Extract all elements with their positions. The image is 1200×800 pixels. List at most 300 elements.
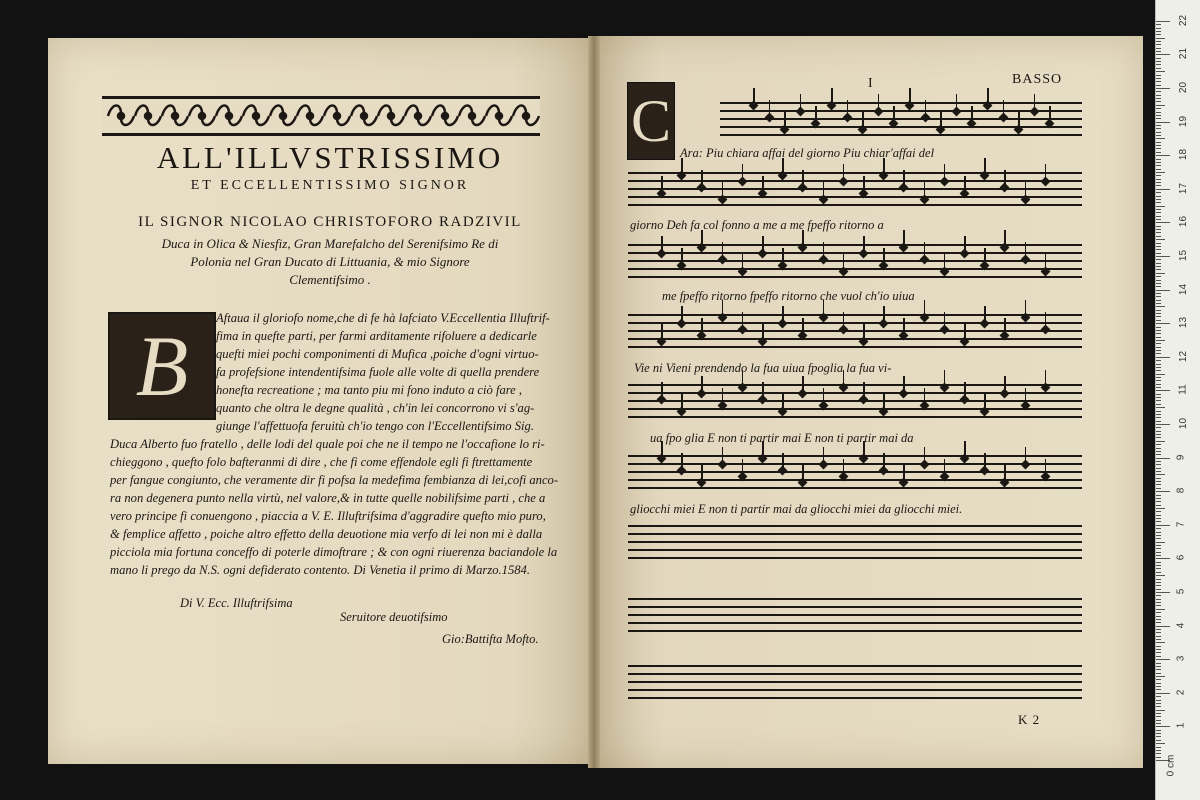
ruler-minor-tick — [1156, 71, 1165, 72]
ruler-minor-tick — [1156, 757, 1161, 758]
ruler-minor-tick — [1156, 639, 1161, 640]
ruler-minor-tick — [1156, 568, 1161, 569]
ruler-minor-tick — [1156, 125, 1161, 126]
note-stem — [1004, 376, 1006, 392]
ruler-minor-tick — [1156, 431, 1161, 432]
ruler-minor-tick — [1156, 747, 1161, 748]
ruler-minor-tick — [1156, 249, 1161, 250]
ruler-minor-tick — [1156, 511, 1161, 512]
page-number-top: I — [868, 76, 874, 91]
note-stem — [701, 465, 703, 481]
ruler-minor-tick — [1156, 579, 1161, 580]
ruler-minor-tick — [1156, 434, 1161, 435]
lyric-line: ua fpo glia E non ti partir mai E non ti partir mai da — [650, 431, 914, 445]
ruler-minor-tick — [1156, 636, 1161, 637]
note-stem — [823, 182, 825, 198]
ruler-minor-tick — [1156, 273, 1165, 274]
music-staff — [628, 455, 1082, 487]
ruler-minor-tick — [1156, 619, 1161, 620]
ruler-minor-tick — [1156, 132, 1161, 133]
ruler-minor-tick — [1156, 327, 1161, 328]
ruler-label: 10 — [1178, 417, 1190, 430]
note-stem — [802, 465, 804, 481]
ruler-tick — [1156, 458, 1170, 459]
note-stem — [802, 376, 804, 392]
note-stem — [924, 182, 926, 198]
ruler-label: 2 — [1175, 689, 1187, 696]
note-stem — [1003, 100, 1005, 116]
ruler-label: 14 — [1178, 283, 1190, 295]
note-stem — [843, 254, 845, 270]
note-stem — [903, 170, 905, 186]
ruler-minor-tick — [1156, 414, 1161, 415]
ruler-minor-tick — [1156, 28, 1161, 29]
note-stem — [883, 394, 885, 410]
ruler-minor-tick — [1156, 562, 1161, 563]
note-stem — [661, 236, 663, 252]
ruler-tick — [1156, 21, 1170, 22]
note-stem — [701, 318, 703, 334]
ruler-minor-tick — [1156, 135, 1161, 136]
ruler-minor-tick — [1156, 310, 1161, 311]
ruler-minor-tick — [1156, 44, 1161, 45]
note-stem — [893, 106, 895, 122]
ruler-minor-tick — [1156, 196, 1161, 197]
note-stem — [1018, 112, 1020, 128]
ruler-minor-tick — [1156, 300, 1161, 301]
ruler-minor-tick — [1156, 464, 1161, 465]
ruler-minor-tick — [1156, 696, 1161, 697]
note-stem — [964, 382, 966, 398]
note-stem — [1004, 230, 1006, 246]
ruler-minor-tick — [1156, 75, 1161, 76]
note-stem — [1004, 465, 1006, 481]
ruler-label: 11 — [1177, 384, 1189, 396]
note-stem — [722, 242, 724, 258]
ruler-tick — [1156, 222, 1170, 223]
ruler-label: 20 — [1178, 81, 1190, 94]
ruler-label: 15 — [1178, 249, 1190, 262]
dedicatee-title-line: Duca in Olica & Niesfiz, Gran Marefalcho del Serenifsimo Re di — [161, 236, 499, 251]
ruler-tick — [1156, 626, 1170, 627]
ruler-minor-tick — [1156, 303, 1161, 304]
ruler-minor-tick — [1156, 276, 1161, 277]
ruler-minor-tick — [1156, 353, 1161, 354]
ruler-minor-tick — [1156, 152, 1161, 153]
lyric-line: me fpeffo ritorno fpeffo ritorno che vuol ch'io uiua — [662, 289, 915, 303]
ruler-minor-tick — [1156, 743, 1165, 744]
ruler-minor-tick — [1156, 165, 1161, 166]
note-stem — [762, 236, 764, 252]
ruler-minor-tick — [1156, 159, 1161, 160]
note-stem — [987, 88, 989, 104]
ruler-minor-tick — [1156, 448, 1161, 449]
ruler-minor-tick — [1156, 175, 1161, 176]
ruler-tick — [1156, 424, 1170, 425]
ruler-minor-tick — [1156, 98, 1161, 99]
note-stem — [802, 170, 804, 186]
voice-label: BASSO — [1012, 72, 1063, 87]
ruler-minor-tick — [1156, 676, 1165, 677]
lyric-line: Ara: Piu chiara affai del giorno Piu chiar'affai del — [680, 146, 935, 160]
note-stem — [971, 106, 973, 122]
ruler-minor-tick — [1156, 612, 1161, 613]
ruler-minor-tick — [1156, 316, 1161, 317]
ruler-minor-tick — [1156, 192, 1161, 193]
note-stem — [862, 112, 864, 128]
music-staff — [628, 172, 1082, 204]
ruler-minor-tick — [1156, 145, 1161, 146]
music-staff — [628, 384, 1082, 416]
ruler-label: 18 — [1178, 149, 1190, 161]
note-stem — [701, 170, 703, 186]
note-stem — [863, 176, 865, 192]
ruler-minor-tick — [1156, 444, 1161, 445]
ruler-minor-tick — [1156, 474, 1165, 475]
ruler-minor-tick — [1156, 400, 1161, 401]
ruler-tick — [1156, 54, 1170, 55]
note-stem — [1045, 164, 1047, 180]
music-staff — [628, 314, 1082, 346]
ruler-minor-tick — [1156, 595, 1161, 596]
body-line: fa profefsione intendentifsima fuole alle volte di quella prendere — [216, 365, 540, 379]
note-stem — [924, 388, 926, 404]
ruler-minor-tick — [1156, 417, 1161, 418]
ruler-minor-tick — [1156, 733, 1161, 734]
signature-name: Gio:Battifta Mofto. — [442, 632, 539, 646]
ruler-minor-tick — [1156, 548, 1161, 549]
ruler-minor-tick — [1156, 713, 1161, 714]
ruler-minor-tick — [1156, 330, 1161, 331]
note-stem — [964, 176, 966, 192]
ruler-label: 6 — [1175, 555, 1187, 561]
ruler-minor-tick — [1156, 528, 1161, 529]
ruler-minor-tick — [1156, 374, 1165, 375]
ruler-minor-tick — [1156, 689, 1161, 690]
ruler-minor-tick — [1156, 552, 1161, 553]
ruler-minor-tick — [1156, 518, 1161, 519]
ruler-minor-tick — [1156, 34, 1161, 35]
ruler-minor-tick — [1156, 206, 1165, 207]
note-stem — [753, 88, 755, 104]
ruler-minor-tick — [1156, 350, 1161, 351]
note-stem — [661, 176, 663, 192]
ruler-minor-tick — [1156, 108, 1161, 109]
note-stem — [863, 236, 865, 252]
ruler-minor-tick — [1156, 750, 1161, 751]
ruler-minor-tick — [1156, 306, 1165, 307]
ruler-tick — [1156, 491, 1170, 492]
ruler-minor-tick — [1156, 575, 1165, 576]
ruler-minor-tick — [1156, 118, 1161, 119]
ruler-minor-tick — [1156, 246, 1161, 247]
ruler-minor-tick — [1156, 209, 1161, 210]
ruler-minor-tick — [1156, 85, 1161, 86]
ruler-minor-tick — [1156, 148, 1161, 149]
ruler-label: 19 — [1178, 115, 1190, 127]
ruler-label: 21 — [1178, 48, 1190, 60]
ruler-minor-tick — [1156, 451, 1161, 452]
note-stem — [782, 453, 784, 469]
ruler-minor-tick — [1156, 68, 1161, 69]
ruler-minor-tick — [1156, 736, 1161, 737]
note-stem — [944, 459, 946, 475]
ruler-minor-tick — [1156, 266, 1161, 267]
ruler-minor-tick — [1156, 41, 1161, 42]
body-line: & femplice affetto , poiche altro effetto della deuotione mia verfo di lei non mi è dalla — [110, 527, 543, 541]
body-line: per fangue congiunto, che veramente dir fi pofsa la medefima fembianza di lei,cofi anco- — [110, 473, 559, 487]
ruler-minor-tick — [1156, 669, 1161, 670]
ruler-tick — [1156, 256, 1170, 257]
ruler-minor-tick — [1156, 538, 1161, 539]
ruler-minor-tick — [1156, 286, 1161, 287]
ruler-minor-tick — [1156, 461, 1161, 462]
note-stem — [1025, 447, 1027, 463]
note-stem — [742, 254, 744, 270]
note-stem — [909, 88, 911, 104]
music-staff — [628, 598, 1082, 630]
ruler-minor-tick — [1156, 142, 1161, 143]
ruler-minor-tick — [1156, 172, 1165, 173]
ruler-minor-tick — [1156, 632, 1161, 633]
note-stem — [823, 242, 825, 258]
music-staff — [628, 665, 1082, 697]
ruler-minor-tick — [1156, 498, 1161, 499]
ruler-minor-tick — [1156, 216, 1161, 217]
drop-cap-c: C — [627, 82, 675, 160]
ruler-minor-tick — [1156, 387, 1161, 388]
ruler-label: 12 — [1178, 350, 1190, 362]
ruler-label: 7 — [1175, 521, 1187, 528]
ruler-minor-tick — [1156, 582, 1161, 583]
ruler-minor-tick — [1156, 720, 1161, 721]
note-stem — [964, 236, 966, 252]
ruler-minor-tick — [1156, 666, 1161, 667]
note-stem — [944, 312, 946, 328]
ruler-minor-tick — [1156, 542, 1165, 543]
ruler-minor-tick — [1156, 243, 1161, 244]
ruler-minor-tick — [1156, 602, 1161, 603]
ruler-minor-tick — [1156, 505, 1161, 506]
ruler-minor-tick — [1156, 656, 1161, 657]
ruler-minor-tick — [1156, 226, 1161, 227]
ruler-minor-tick — [1156, 703, 1161, 704]
ruler-minor-tick — [1156, 377, 1161, 378]
ruler-minor-tick — [1156, 609, 1165, 610]
note-stem — [903, 465, 905, 481]
dedicatee-title-line: Clementifsimo . — [289, 272, 371, 287]
ruler-minor-tick — [1156, 253, 1161, 254]
note-stem — [903, 230, 905, 246]
signature-mark: K 2 — [1018, 712, 1041, 727]
note-stem — [1004, 170, 1006, 186]
body-line: chieggono , quefto folo bafteranmi di dire , che fi come effendole egli fi ftrettamente — [110, 455, 533, 469]
note-stem — [823, 388, 825, 404]
ruler-minor-tick — [1156, 280, 1161, 281]
ruler-minor-tick — [1156, 105, 1165, 106]
ruler-tick — [1156, 189, 1170, 190]
ruler-minor-tick — [1156, 38, 1165, 39]
ruler-minor-tick — [1156, 700, 1161, 701]
body-line: picciola mia fortuna conceffo di poterle dimoftrare ; & con ogni riuerenza baciandole la — [110, 545, 558, 559]
note-stem — [784, 112, 786, 128]
ruler-minor-tick — [1156, 585, 1161, 586]
note-stem — [742, 164, 744, 180]
ruler-minor-tick — [1156, 437, 1161, 438]
ruler-tick — [1156, 155, 1170, 156]
measuring-ruler — [1155, 0, 1200, 800]
ruler-tick — [1156, 323, 1170, 324]
ruler-minor-tick — [1156, 495, 1161, 496]
music-staff — [720, 102, 1082, 134]
ruler-minor-tick — [1156, 646, 1161, 647]
note-stem — [1025, 300, 1027, 316]
ruler-minor-tick — [1156, 421, 1161, 422]
ruler-minor-tick — [1156, 263, 1161, 264]
ruler-minor-tick — [1156, 454, 1161, 455]
ruler-minor-tick — [1156, 753, 1161, 754]
ruler-minor-tick — [1156, 340, 1165, 341]
ruler-minor-tick — [1156, 182, 1161, 183]
note-stem — [701, 376, 703, 392]
ruler-tick — [1156, 592, 1170, 593]
ruler-minor-tick — [1156, 115, 1161, 116]
body-line: quanto che oltra le degne qualità , ch'in lei concorrono vi s'ag- — [216, 401, 535, 415]
ruler-minor-tick — [1156, 468, 1161, 469]
ruler-minor-tick — [1156, 484, 1161, 485]
ruler-minor-tick — [1156, 293, 1161, 294]
note-stem — [984, 394, 986, 410]
ruler-tick — [1156, 693, 1170, 694]
ruler-label: 8 — [1175, 487, 1187, 494]
note-stem — [1034, 94, 1036, 110]
note-stem — [762, 324, 764, 340]
ruler-minor-tick — [1156, 427, 1161, 428]
ruler-minor-tick — [1156, 61, 1161, 62]
ruler-minor-tick — [1156, 723, 1161, 724]
note-stem — [769, 100, 771, 116]
ruler-minor-tick — [1156, 508, 1165, 509]
ruler-minor-tick — [1156, 629, 1161, 630]
ruler-minor-tick — [1156, 407, 1165, 408]
body-line: vero principe fi conuengono , piaccia a V. E. Illuftrifsima d'aggradire quefto mio puro, — [110, 509, 546, 523]
ruler-minor-tick — [1156, 199, 1161, 200]
ruler-minor-tick — [1156, 48, 1161, 49]
note-stem — [847, 100, 849, 116]
dedicatee-name: IL SIGNOR NICOLAO CHRISTOFORO RADZIVIL — [138, 214, 522, 230]
ruler-minor-tick — [1156, 229, 1161, 230]
note-stem — [742, 459, 744, 475]
ruler-minor-tick — [1156, 138, 1165, 139]
ruler-tick — [1156, 122, 1170, 123]
note-stem — [722, 447, 724, 463]
note-stem — [863, 324, 865, 340]
drop-cap-b: B — [108, 312, 216, 420]
ruler-tick — [1156, 525, 1170, 526]
note-stem — [661, 382, 663, 398]
dedication-subtitle: ET ECCELLENTISSIMO SIGNOR — [190, 178, 470, 193]
ruler-minor-tick — [1156, 521, 1161, 522]
body-line: ra non degenera punto nella virtù, nel valore,& in tutte quelle nobilifsime parti , che a — [110, 491, 546, 505]
ruler-tick — [1156, 390, 1170, 391]
lyric-line: Vie ni Vieni prendendo la fua uiua fpoglia la fua vi- — [634, 361, 892, 375]
ruler-minor-tick — [1156, 501, 1161, 502]
note-stem — [924, 300, 926, 316]
ruler-minor-tick — [1156, 599, 1161, 600]
ruler-minor-tick — [1156, 95, 1161, 96]
ruler-minor-tick — [1156, 394, 1161, 395]
note-stem — [1045, 312, 1047, 328]
ruler-minor-tick — [1156, 555, 1161, 556]
ruler-minor-tick — [1156, 296, 1161, 297]
ruler-minor-tick — [1156, 367, 1161, 368]
note-stem — [984, 306, 986, 322]
note-stem — [964, 324, 966, 340]
ruler-minor-tick — [1156, 686, 1161, 687]
ruler-minor-tick — [1156, 283, 1161, 284]
dedicatee-title-line: Polonia nel Gran Ducato di Littuania, & mio Signore — [190, 254, 470, 269]
note-stem — [1045, 459, 1047, 475]
note-stem — [800, 94, 802, 110]
lyric-line: giorno Deh fa col fonno a me a me fpeffo ritorno a — [630, 218, 884, 232]
note-stem — [722, 388, 724, 404]
note-stem — [831, 88, 833, 104]
note-stem — [924, 447, 926, 463]
note-stem — [782, 306, 784, 322]
note-stem — [883, 453, 885, 469]
ruler-label: 13 — [1178, 317, 1190, 329]
note-stem — [661, 324, 663, 340]
ruler-tick — [1156, 88, 1170, 89]
ruler-minor-tick — [1156, 169, 1161, 170]
ruler-minor-tick — [1156, 488, 1161, 489]
ruler-unit: 0 cm — [1165, 754, 1177, 777]
ruler-minor-tick — [1156, 532, 1161, 533]
ruler-tick — [1156, 290, 1170, 291]
ruler-minor-tick — [1156, 716, 1161, 717]
note-stem — [984, 453, 986, 469]
ruler-minor-tick — [1156, 404, 1161, 405]
note-stem — [925, 100, 927, 116]
body-line: fima in quefte parti, per farmi arditamente rifoluere a dedicarle — [216, 329, 537, 343]
note-stem — [843, 312, 845, 328]
ruler-label: 1 — [1175, 723, 1187, 729]
note-stem — [1045, 254, 1047, 270]
body-line: Duca Alberto fuo fratello , delle lodi del quale poi che ne il tempo ne l'occafione lo ri- — [110, 437, 545, 451]
note-stem — [944, 370, 946, 386]
note-stem — [843, 459, 845, 475]
ruler-minor-tick — [1156, 219, 1161, 220]
ruler-label: 17 — [1178, 182, 1190, 194]
note-stem — [681, 394, 683, 410]
note-stem — [883, 248, 885, 264]
ruler-minor-tick — [1156, 31, 1161, 32]
ruler-minor-tick — [1156, 236, 1161, 237]
note-stem — [878, 94, 880, 110]
ruler-minor-tick — [1156, 179, 1161, 180]
ruler-minor-tick — [1156, 663, 1161, 664]
ruler-minor-tick — [1156, 333, 1161, 334]
ruler-minor-tick — [1156, 347, 1161, 348]
ruler-minor-tick — [1156, 185, 1161, 186]
ruler-minor-tick — [1156, 212, 1161, 213]
note-stem — [802, 318, 804, 334]
ruler-minor-tick — [1156, 91, 1161, 92]
ruler-minor-tick — [1156, 78, 1161, 79]
closing-salutation: Di V. Ecc. Illuftrifsima — [180, 596, 293, 610]
ruler-label: 4 — [1175, 622, 1187, 628]
note-stem — [1049, 106, 1051, 122]
